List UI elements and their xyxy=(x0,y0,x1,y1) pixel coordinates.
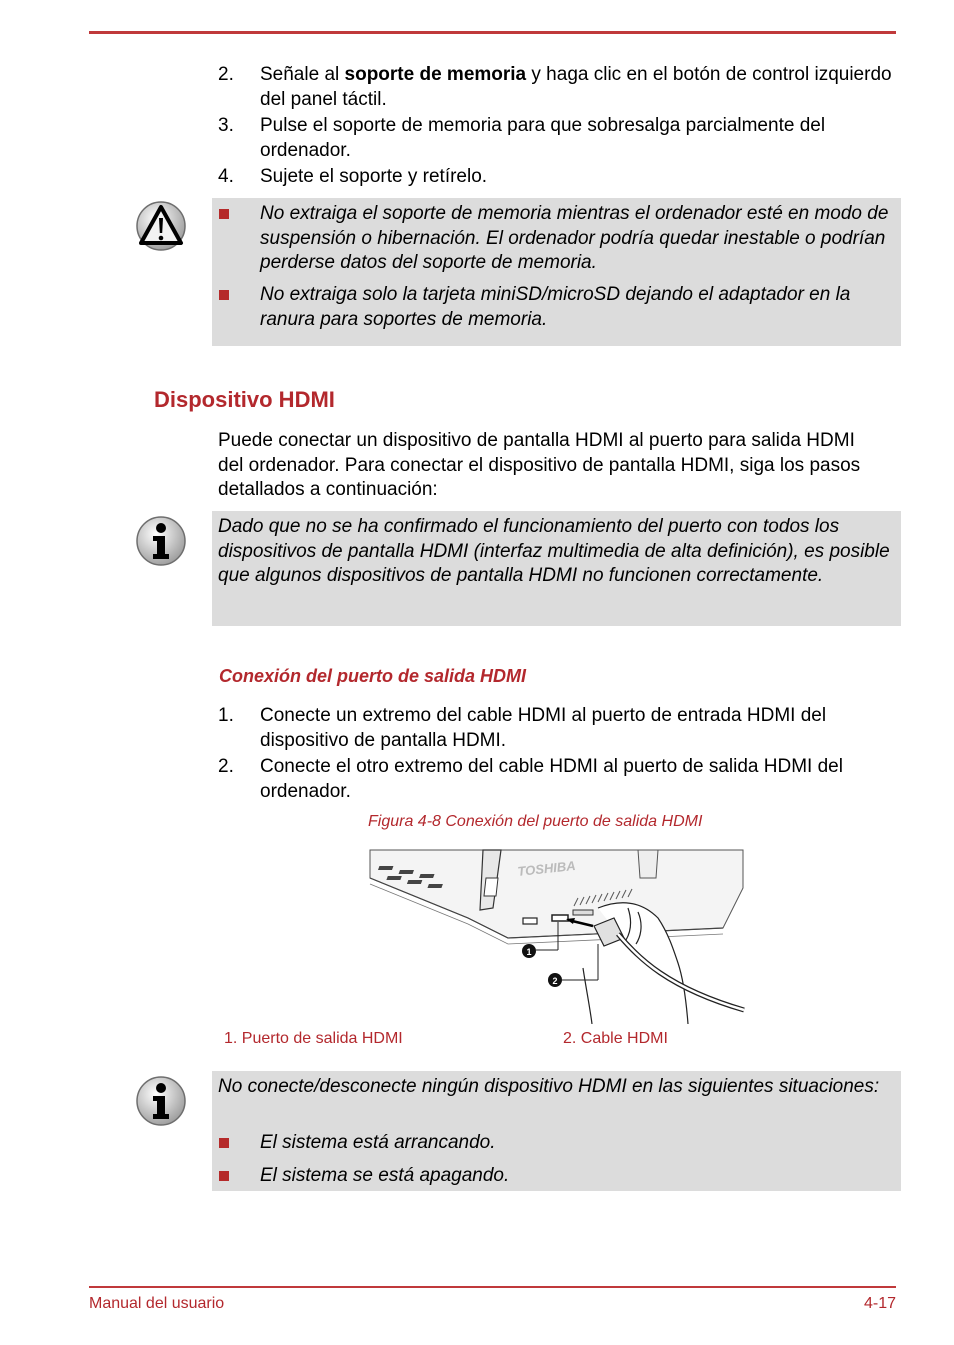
warning-triangle-icon xyxy=(135,200,187,257)
footer-title: Manual del usuario xyxy=(89,1295,225,1312)
warning-item: No extraiga solo la tarjeta miniSD/microSD dejando el adaptador en la ranura para soportes de memoria. xyxy=(260,284,851,330)
info-icon xyxy=(135,515,187,572)
step-text: Pulse el soporte de memoria para que sobresalga parcialmente del ordenador. xyxy=(260,115,826,161)
section-intro: Puede conectar un dispositivo de pantalla HDMI al puerto para salida HDMI del ordenador. Para conectar el dispositivo de pantalla HDMI, siga los pasos detallados a continuación: xyxy=(218,430,861,500)
subsection-title: Conexión del puerto de salida HDMI xyxy=(219,666,527,686)
section-title: Dispositivo HDMI xyxy=(154,387,335,412)
info-note-text: Dado que no se ha confirmado el funcionamiento del puerto con todos los dispositivos de pantalla HDMI (interfaz multimedia de alta definición), es posible que algunos dispositivos de pantalla HDMI no funcionen correctamente. xyxy=(218,516,890,586)
step-number: 4. xyxy=(218,166,234,187)
info-note xyxy=(212,511,901,626)
figure-legend-item-1: 1. Puerto de salida HDMI xyxy=(224,1030,403,1047)
step-number: 3. xyxy=(218,115,234,136)
step-number: 2. xyxy=(218,756,234,777)
footer-rule xyxy=(89,1286,896,1288)
step-number: 2. xyxy=(218,64,234,85)
step-text: Conecte un extremo del cable HDMI al puerto de entrada HDMI del dispositivo de pantalla HDMI. xyxy=(260,705,827,751)
bullet-square xyxy=(219,1138,229,1148)
step-text: Señale al soporte de memoria y haga clic en el botón de control izquierdo del panel táctil. xyxy=(260,64,892,110)
warning-item: No extraiga el soporte de memoria mientras el ordenador esté en modo de suspensión o hibernación. El ordenador podría quedar inestable o podrían perderse datos del soporte de memoria. xyxy=(260,203,889,273)
header-rule xyxy=(89,31,896,34)
info-note-item: El sistema está arrancando. xyxy=(260,1132,496,1153)
info-note-text: No conecte/desconecte ningún dispositivo HDMI en las siguientes situaciones: xyxy=(218,1076,880,1097)
bullet-square xyxy=(219,1171,229,1181)
info-note-item: El sistema se está apagando. xyxy=(260,1165,510,1186)
figure-legend-item-2: 2. Cable HDMI xyxy=(563,1030,668,1047)
figure-caption: Figura 4-8 Conexión del puerto de salida HDMI xyxy=(368,813,703,830)
callout-label-2: 2 xyxy=(552,976,558,986)
step-text: Sujete el soporte y retírelo. xyxy=(260,166,488,187)
hdmi-connection-illustration xyxy=(368,848,746,1029)
info-icon xyxy=(135,1075,187,1132)
step-number: 1. xyxy=(218,705,234,726)
bullet-square xyxy=(219,290,229,300)
callout-label-1: 1 xyxy=(526,947,532,957)
page-number: 4-17 xyxy=(863,1295,896,1312)
bullet-square xyxy=(219,209,229,219)
step-text: Conecte el otro extremo del cable HDMI al puerto de salida HDMI del ordenador. xyxy=(260,756,843,802)
brand-logo: TOSHIBA xyxy=(516,857,577,879)
step-bold-term: soporte de memoria xyxy=(344,64,527,85)
warning-note xyxy=(212,198,901,346)
info-note xyxy=(212,1071,901,1191)
